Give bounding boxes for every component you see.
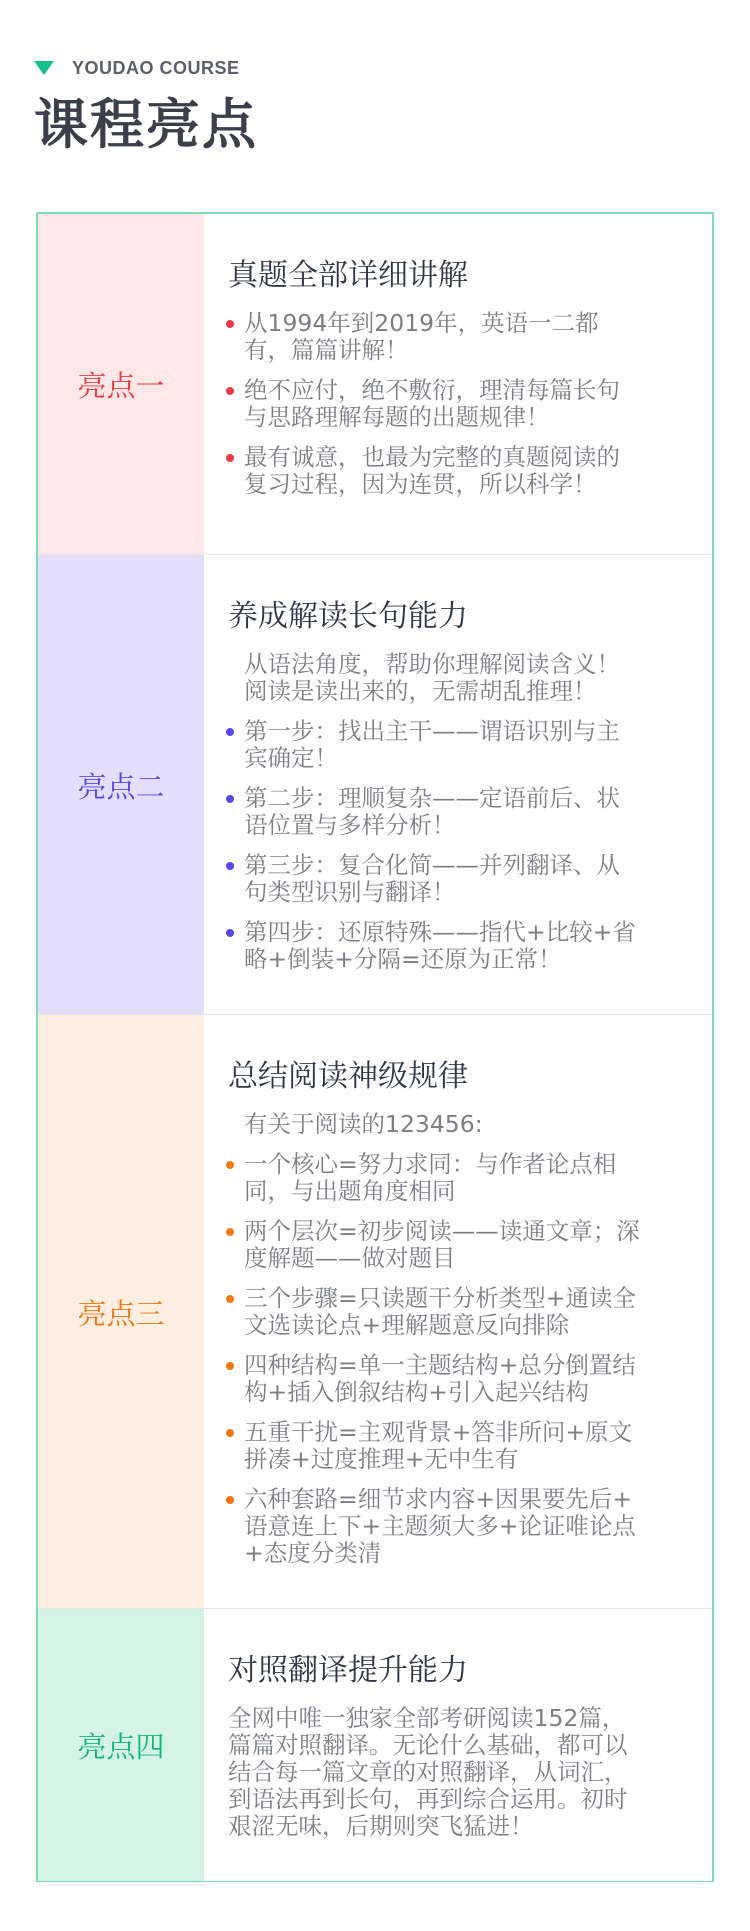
bullet-item: 最有诚意，也最为完整的真题阅读的 复习过程，因为连贯，所以科学！ — [228, 444, 690, 498]
page-title: 课程亮点 — [34, 93, 258, 156]
section-label: 亮点一 — [38, 214, 204, 554]
bullet-item: 第三步：复合化简——并列翻译、从 句类型识别与翻译！ — [228, 852, 690, 906]
section-body — [204, 1015, 712, 1609]
bullet-item: 三个步骤=只读题干分析类型+通读全 文选读论点+理解题意反向排除 — [228, 1285, 690, 1339]
highlight-section-3 — [38, 1014, 712, 1609]
section-label: 亮点三 — [38, 1015, 204, 1609]
bullet-item: 五重干扰=主观背景+答非所问+原文 拼凑+过度推理+无中生有 — [228, 1419, 690, 1473]
bullet-dot-icon — [226, 795, 234, 803]
section-heading: 真题全部详细讲解 — [228, 258, 468, 293]
brand-header — [34, 56, 240, 80]
bullet-item: 两个层次=初步阅读——读通文章；深 度解题——做对题目 — [228, 1218, 690, 1272]
bullet-dot-icon — [226, 728, 234, 736]
bullet-dot-icon — [226, 929, 234, 937]
bullet-dot-icon — [226, 387, 234, 395]
section-label: 亮点四 — [38, 1609, 204, 1881]
intro-text: 从语法角度，帮助你理解阅读含义！ 阅读是读出来的，无需胡乱推理！ — [244, 650, 620, 705]
section-body — [204, 1609, 712, 1881]
section-heading: 对照翻译提升能力 — [228, 1653, 468, 1688]
section-heading: 养成解读长句能力 — [228, 599, 468, 634]
bullet-item: 第四步：还原特殊——指代+比较+省 略+倒装+分隔=还原为正常！ — [228, 919, 690, 973]
triangle-down-icon — [34, 61, 54, 75]
bullet-dot-icon — [226, 1362, 234, 1370]
section-label: 亮点二 — [38, 555, 204, 1015]
bullet-dot-icon — [226, 1496, 234, 1504]
brand-name: YOUDAO COURSE — [72, 57, 240, 78]
highlight-section-2 — [38, 554, 712, 1015]
highlights-table — [36, 212, 714, 1882]
bullet-dot-icon — [226, 454, 234, 462]
section-body — [204, 555, 712, 1015]
bullet-dot-icon — [226, 1228, 234, 1236]
bullet-dot-icon — [226, 320, 234, 328]
bullet-item: 第一步：找出主干——谓语识别与主 宾确定！ — [228, 718, 690, 772]
bullet-item: 从1994年到2019年，英语一二都 有，篇篇讲解！ — [228, 310, 690, 364]
highlight-section-4 — [38, 1608, 712, 1881]
bullet-item: 四种结构=单一主题结构+总分倒置结 构+插入倒叙结构+引入起兴结构 — [228, 1352, 690, 1406]
bullet-item: 绝不应付，绝不敷衍，理清每篇长句 与思路理解每题的出题规律！ — [228, 377, 690, 431]
bullet-dot-icon — [226, 1161, 234, 1169]
intro-text: 有关于阅读的123456: — [244, 1110, 483, 1138]
bullet-item: 一个核心=努力求同：与作者论点相 同，与出题角度相同 — [228, 1151, 690, 1205]
bullet-dot-icon — [226, 862, 234, 870]
section-body — [204, 214, 712, 554]
section-heading: 总结阅读神级规律 — [228, 1059, 468, 1094]
bullet-item: 六种套路=细节求内容+因果要先后+ 语意连上下+主题须大多+论证唯论点 +态度分类清 — [228, 1486, 690, 1567]
bullet-dot-icon — [226, 1295, 234, 1303]
bullet-item: 第二步：理顺复杂——定语前后、状 语位置与多样分析！ — [228, 785, 690, 839]
paragraph-text: 全网中唯一独家全部考研阅读152篇， 篇篇对照翻译。无论什么基础，都可以 结合每一篇文章的对照翻译，从词汇， 到语法再到长句，再到综合运用。初时 艰涩无味，后期则突飞猛进！ — [228, 1704, 628, 1840]
bullet-dot-icon — [226, 1429, 234, 1437]
highlight-section-1 — [38, 214, 712, 554]
